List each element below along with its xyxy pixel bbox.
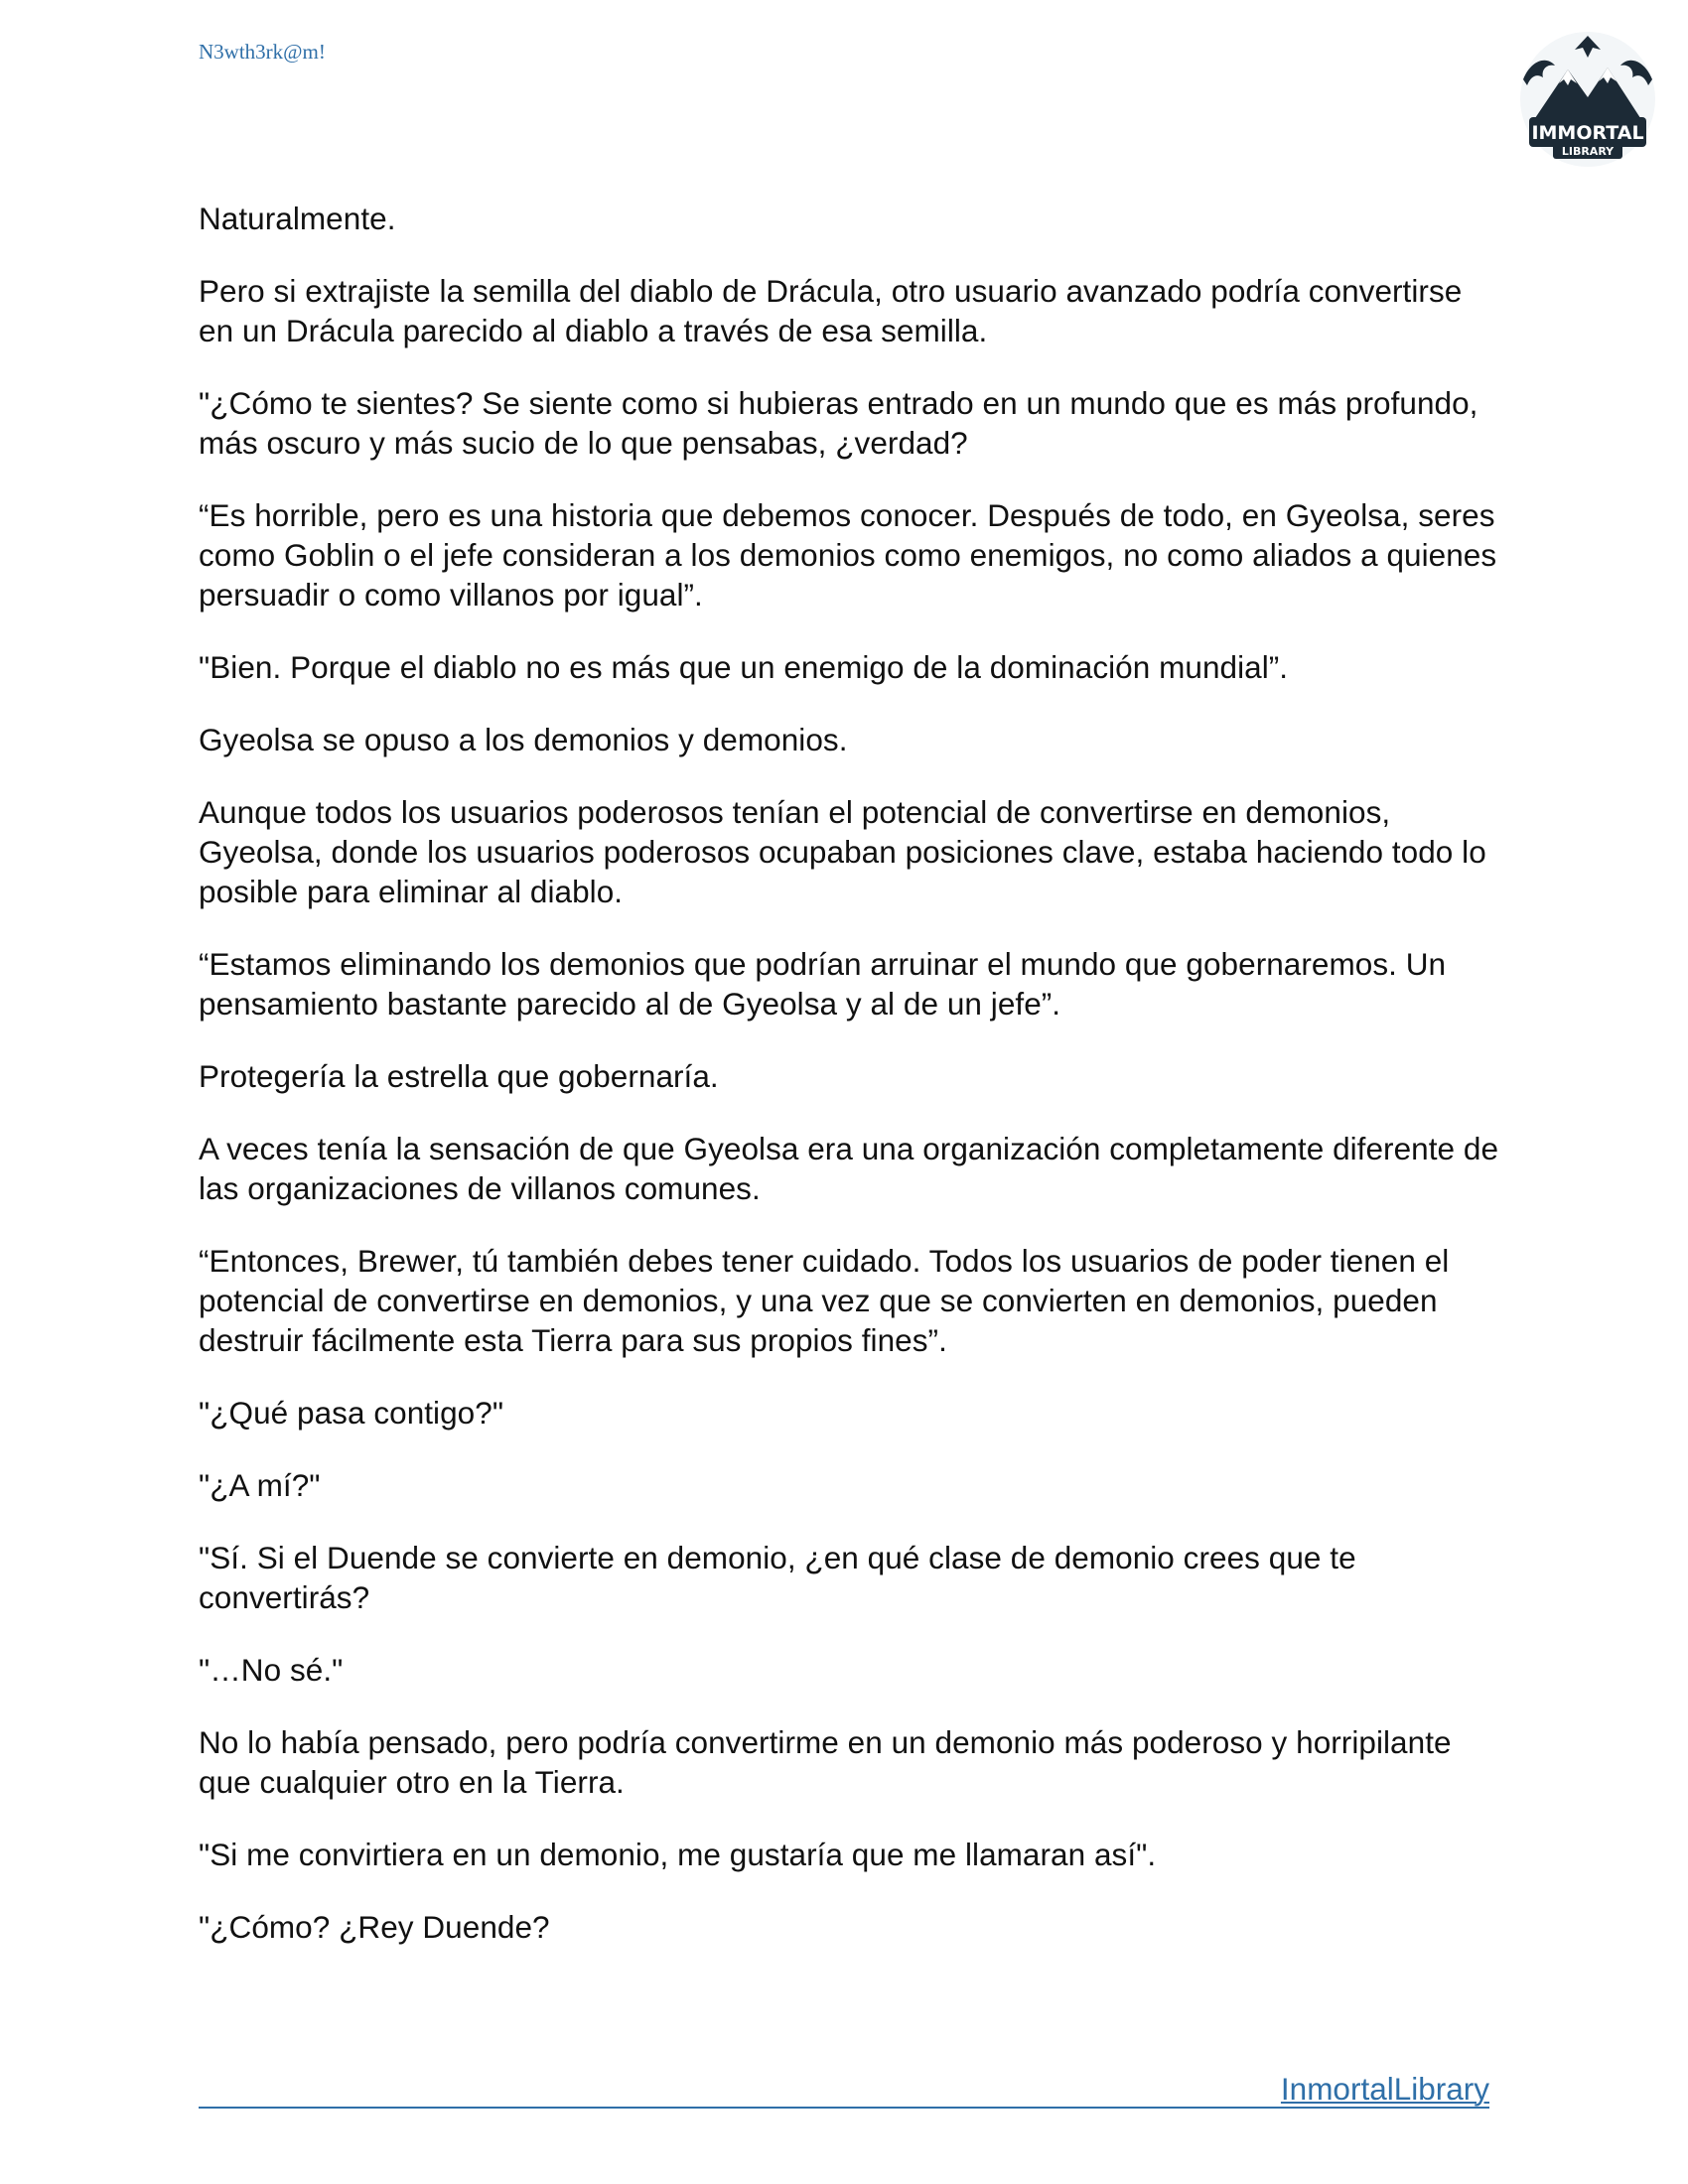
page-header-text: N3wth3rk@m! [199, 40, 326, 64]
paragraph: “Entonces, Brewer, tú también debes tener cuidado. Todos los usuarios de poder tienen el potencial de convertirse en demonios, y una vez que se convierten en demonios, pueden destruir fácilmente esta Tierra para sus propios fines”. [199, 1243, 1450, 1358]
paragraph: "…No sé." [199, 1652, 344, 1688]
paragraph: Aunque todos los usuarios poderosos tenían el potencial de convertirse en demonios, Gyeolsa, donde los usuarios poderosos ocupaban posiciones clave, estaba haciendo todo lo posible para eliminar al diablo. [199, 794, 1486, 909]
paragraph: "Sí. Si el Duende se convierte en demonio, ¿en qué clase de demonio crees que te convertirás? [199, 1540, 1356, 1615]
paragraph: "¿Cómo te sientes? Se siente como si hubieras entrado en un mundo que es más profundo, más oscuro y más sucio de lo que pensabas, ¿verdad? [199, 385, 1478, 461]
paragraph: "Si me convirtiera en un demonio, me gustaría que me llamaran así". [199, 1837, 1157, 1872]
footer-library-link[interactable]: InmortalLibrary [1280, 2071, 1489, 2107]
paragraph: "¿Qué pasa contigo?" [199, 1395, 504, 1431]
paragraph: “Estamos eliminando los demonios que podrían arruinar el mundo que gobernaremos. Un pensamiento bastante parecido al de Gyeolsa y al de un jefe”. [199, 946, 1447, 1022]
paragraph: No lo había pensado, pero podría convertirme en un demonio más poderoso y horripilante que cualquier otro en la Tierra. [199, 1724, 1452, 1800]
paragraph: Naturalmente. [199, 201, 396, 236]
page-footer [199, 2071, 1489, 2109]
paragraph: "¿Cómo? ¿Rey Duende? [199, 1909, 550, 1945]
logo-text-line1: IMMORTAL [1531, 122, 1644, 144]
logo-text-line2: LIBRARY [1561, 145, 1615, 158]
paragraph: Gyeolsa se opuso a los demonios y demonios. [199, 722, 848, 757]
paragraph: "Bien. Porque el diablo no es más que un enemigo de la dominación mundial”. [199, 649, 1289, 685]
document-body [199, 199, 1499, 1979]
paragraph: A veces tenía la sensación de que Gyeolsa era una organización completamente diferente de las organizaciones de villanos comunes. [199, 1131, 1499, 1206]
paragraph: "¿A mí?" [199, 1467, 321, 1503]
immortal-library-logo [1513, 30, 1662, 169]
paragraph: “Es horrible, pero es una historia que debemos conocer. Después de todo, en Gyeolsa, seres como Goblin o el jefe consideran a los demonios como enemigos, no como aliados a quienes persuadir o como villanos por igual”. [199, 497, 1497, 613]
paragraph: Pero si extrajiste la semilla del diablo de Drácula, otro usuario avanzado podría convertirse en un Drácula parecido al diablo a través de esa semilla. [199, 273, 1463, 348]
paragraph: Protegería la estrella que gobernaría. [199, 1058, 719, 1094]
